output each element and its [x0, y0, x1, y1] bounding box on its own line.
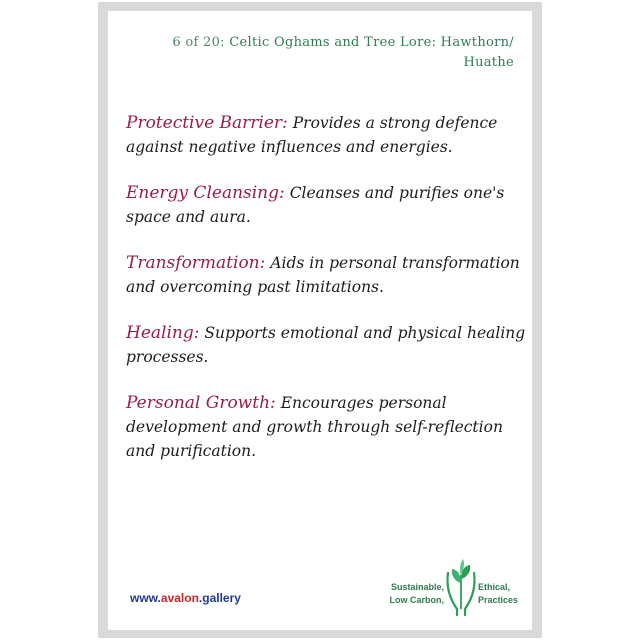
- title-line-2: Huathe: [463, 55, 514, 70]
- entry-term: Energy Cleansing:: [126, 183, 285, 203]
- entry-description: Cleanses and purifies one's space and aura.: [126, 184, 505, 226]
- badge-right-line-1: Ethical,: [478, 582, 511, 592]
- entry-protective-barrier: [126, 111, 526, 159]
- card-count: 6 of 20:: [172, 35, 225, 50]
- entry-description: Aids in personal transformation and overcoming past limitations.: [126, 254, 520, 296]
- badge-left-line-2: Low Carbon,: [389, 595, 444, 605]
- hands-sprout-icon: [444, 553, 478, 617]
- badge-left-line-1: Sustainable,: [390, 582, 444, 592]
- url-prefix: www.: [130, 591, 161, 605]
- entry-description: Encourages personal development and growth through self-reflection and purification.: [126, 394, 503, 460]
- entry-term: Personal Growth:: [126, 393, 276, 413]
- url-suffix: .gallery: [198, 591, 241, 605]
- entry-energy-cleansing: [126, 181, 526, 229]
- entry-personal-growth: [126, 391, 526, 463]
- entry-list: [126, 111, 526, 485]
- url-accent: avalon: [160, 591, 199, 605]
- entry-description: Supports emotional and physical healing processes.: [126, 324, 526, 366]
- sustainability-badge: [388, 551, 528, 623]
- website-link[interactable]: [130, 591, 241, 605]
- entry-description: Provides a strong defence against negative influences and energies.: [126, 114, 498, 156]
- card: [108, 11, 532, 630]
- title-line-1: Celtic Oghams and Tree Lore: Hawthorn/: [229, 35, 514, 50]
- card-title: [122, 33, 514, 73]
- badge-right-text: [478, 581, 528, 607]
- badge-right-line-2: Practices: [478, 595, 519, 605]
- entry-transformation: [126, 251, 526, 299]
- entry-term: Protective Barrier:: [126, 113, 288, 133]
- entry-term: Healing:: [126, 323, 200, 343]
- entry-term: Transformation:: [126, 253, 266, 273]
- entry-healing: [126, 321, 526, 369]
- badge-left-text: [388, 581, 444, 607]
